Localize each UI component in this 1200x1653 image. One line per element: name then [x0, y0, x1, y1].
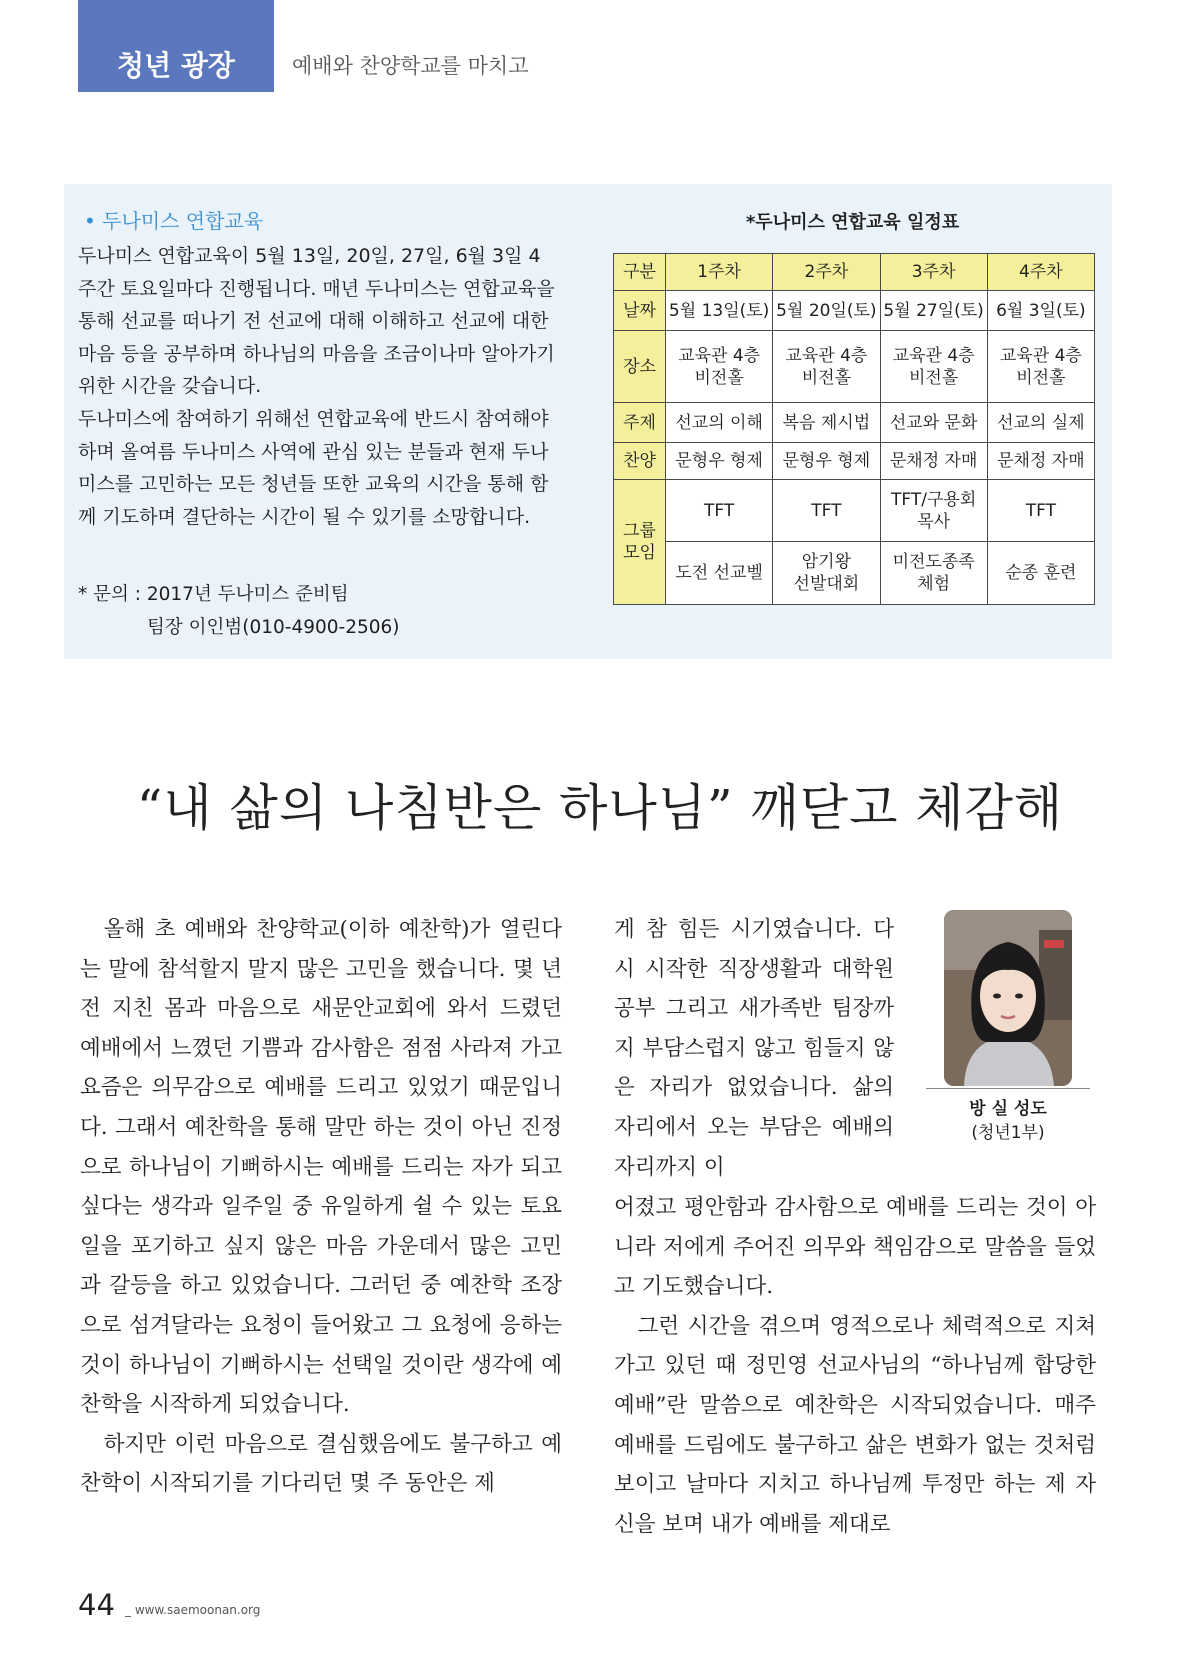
cell-line: 교육관 4층 — [999, 345, 1082, 366]
table-cell: 문형우 형제 — [773, 443, 880, 480]
table-row — [614, 542, 1095, 605]
cell-line: 비전홀 — [1016, 367, 1066, 388]
article-column-left — [80, 910, 562, 1504]
portrait-image — [944, 910, 1072, 1086]
table-cell — [880, 542, 987, 605]
row-label — [614, 480, 666, 605]
table-cell: 5월 20일(토) — [773, 291, 880, 331]
table-cell: 선교의 실제 — [987, 403, 1094, 443]
row-label: 날짜 — [614, 291, 666, 331]
table-cell: 선교와 문화 — [880, 403, 987, 443]
cell-line: 미전도종족 — [892, 552, 975, 572]
article-column-right-top — [614, 910, 894, 1187]
site-url: _ www.saemoonan.org — [125, 1603, 261, 1617]
article-paragraph: 어졌고 평안함과 감사함으로 예배를 드리는 것이 아니라 저에게 주어진 의무와 책임감으로 말씀을 들었고 기도했습니다. — [614, 1195, 1096, 1300]
cell-line: TFT/구용회 — [891, 489, 977, 510]
author-name: 방 실 성도 — [969, 1099, 1047, 1119]
contact-line: * 문의 : 2017년 두나미스 준비팀 — [78, 584, 349, 605]
schedule-table — [613, 253, 1095, 605]
table-cell — [666, 542, 773, 605]
cell-line: TFT — [704, 500, 735, 521]
section-tab — [78, 0, 274, 92]
cell-line: 체험 — [917, 574, 951, 594]
section-subtitle: 예배와 찬양학교를 마치고 — [292, 54, 529, 78]
author-photo — [944, 910, 1072, 1086]
table-cell — [666, 480, 773, 542]
cell-line: 비전홀 — [908, 367, 959, 388]
cell-line: 교육관 4층 — [678, 345, 761, 366]
header-cell: 4주차 — [987, 254, 1094, 291]
table-cell — [666, 331, 773, 403]
table-row — [614, 331, 1095, 403]
cell-line: 순종 훈련 — [1005, 563, 1077, 583]
row-label: 주제 — [614, 403, 666, 443]
cell-line: 그룹 — [623, 521, 656, 541]
table-row — [614, 291, 1095, 331]
table-cell — [987, 480, 1094, 542]
table-cell — [880, 480, 987, 542]
cell-line: TFT — [811, 500, 842, 521]
info-contact — [78, 578, 400, 644]
header-cell: 1주차 — [666, 254, 773, 291]
section-tab-label: 청년 광장 — [117, 49, 235, 82]
header-cell: 3주차 — [880, 254, 987, 291]
header-cell: 2주차 — [773, 254, 880, 291]
page-number: 44 — [78, 1588, 115, 1622]
table-cell — [773, 331, 880, 403]
cell-line: 목사 — [917, 511, 951, 532]
article-column-right — [614, 1188, 1096, 1544]
table-cell: 복음 제시법 — [773, 403, 880, 443]
table-cell: 6월 3일(토) — [987, 291, 1094, 331]
article-paragraph: 하지만 이런 마음으로 결심했음에도 불구하고 예찬학이 시작되기를 기다리던 몇 주 동안은 제 — [80, 1431, 562, 1497]
table-cell: 5월 27일(토) — [880, 291, 987, 331]
table-cell: 5월 13일(토) — [666, 291, 773, 331]
table-header-row — [614, 254, 1095, 291]
table-row — [614, 480, 1095, 542]
table-cell: 문채정 자매 — [880, 443, 987, 480]
table-cell — [773, 480, 880, 542]
article-paragraph: 그런 시간을 겪으며 영적으로나 체력적으로 지쳐가고 있던 때 정민영 선교사님의 “하나님께 합당한 예배”란 말씀으로 예찬학은 시작되었습니다. 매주 예배를 드림에도 불구하고 삶은 변화가 없는 것처럼 보이고 날마다 지치고 하나님께 투정만 하는 제 자신을 보며 내가 예배를 제대로 — [614, 1313, 1096, 1537]
cell-line: 교육관 4층 — [892, 345, 975, 366]
article-headline: “내 삶의 나침반은 하나님” 깨닫고 체감해 — [136, 779, 1064, 837]
schedule-title: *두나미스 연합교육 일정표 — [745, 212, 960, 233]
row-label: 찬양 — [614, 443, 666, 480]
table-cell: 문형우 형제 — [666, 443, 773, 480]
contact-line: 팀장 이인범(010-4900-2506) — [147, 617, 400, 638]
info-paragraph: 두나미스에 참여하기 위해선 연합교육에 반드시 참여해야 하며 올여름 두나미스 사역에 관심 있는 분들과 현재 두나미스를 고민하는 모든 청년들 또한 교육의 시간을 통해 함께 기도하며 결단하는 시간이 될 수 있기를 소망합니다. — [78, 407, 549, 528]
info-text — [78, 240, 558, 533]
cell-line: 비전홀 — [801, 367, 852, 388]
row-label: 장소 — [614, 331, 666, 403]
cell-line: 모임 — [623, 543, 656, 563]
table-row — [614, 403, 1095, 443]
cell-line: 교육관 4층 — [785, 345, 868, 366]
cell-line: 암기왕 — [801, 552, 852, 572]
article-paragraph: 올해 초 예배와 찬양학교(이하 예찬학)가 열린다는 말에 참석할지 말지 많은 고민을 했습니다. 몇 년 전 지친 몸과 마음으로 새문안교회에 와서 드렸던 예배에서 느꼈던 기쁨과 감사함은 점점 사라져 가고 요즘은 의무감으로 예배를 드리고 있었기 때문입니다. 그래서 예찬학을 통해 말만 하는 것이 아닌 진정으로 하나님이 기뻐하시는 예배를 드리는 자가 되고 싶다는 생각과 일주일 중 유일하게 쉴 수 있는 토요일을 포기하고 싶지 않은 마음 가운데서 많은 고민과 갈등을 하고 있었습니다. 그러던 중 예찬학 조장으로 섬겨달라는 요청이 들어왔고 그 요청에 응하는 것이 하나님이 기뻐하시는 선택일 것이란 생각에 예찬학을 시작하게 되었습니다. — [80, 917, 562, 1418]
cell-line: 선발대회 — [793, 574, 860, 594]
article-paragraph: 게 참 힘든 시기였습니다. 다시 시작한 직장생활과 대학원 공부 그리고 새가족반 팀장까지 부담스럽지 않고 힘들지 않은 자리가 없었습니다. 삶의 자리에서 오는 부담은 예배의 자리까지 이 — [614, 917, 894, 1180]
info-title: • 두나미스 연합교육 — [84, 209, 264, 233]
caption-divider — [926, 1088, 1090, 1089]
header-cell: 구분 — [614, 254, 666, 291]
table-cell: 문채정 자매 — [987, 443, 1094, 480]
table-cell — [880, 331, 987, 403]
author-department: (청년1부) — [971, 1123, 1045, 1143]
table-cell: 선교의 이해 — [666, 403, 773, 443]
cell-line: 비전홀 — [694, 367, 744, 388]
table-cell — [987, 542, 1094, 605]
table-cell — [773, 542, 880, 605]
table-cell — [987, 331, 1094, 403]
info-paragraph: 두나미스 연합교육이 5월 13일, 20일, 27일, 6월 3일 4주간 토요일마다 진행됩니다. 매년 두나미스는 연합교육을 통해 선교를 떠나기 전 선교에 대해 이해하고 선교에 대한 마음 등을 공부하며 하나님의 마음을 조금이나마 알아가기 위한 시간을 갖습니다. — [78, 245, 555, 398]
cell-line: TFT — [1025, 500, 1056, 521]
table-row — [614, 443, 1095, 480]
cell-line: 도전 선교벨 — [675, 563, 763, 583]
